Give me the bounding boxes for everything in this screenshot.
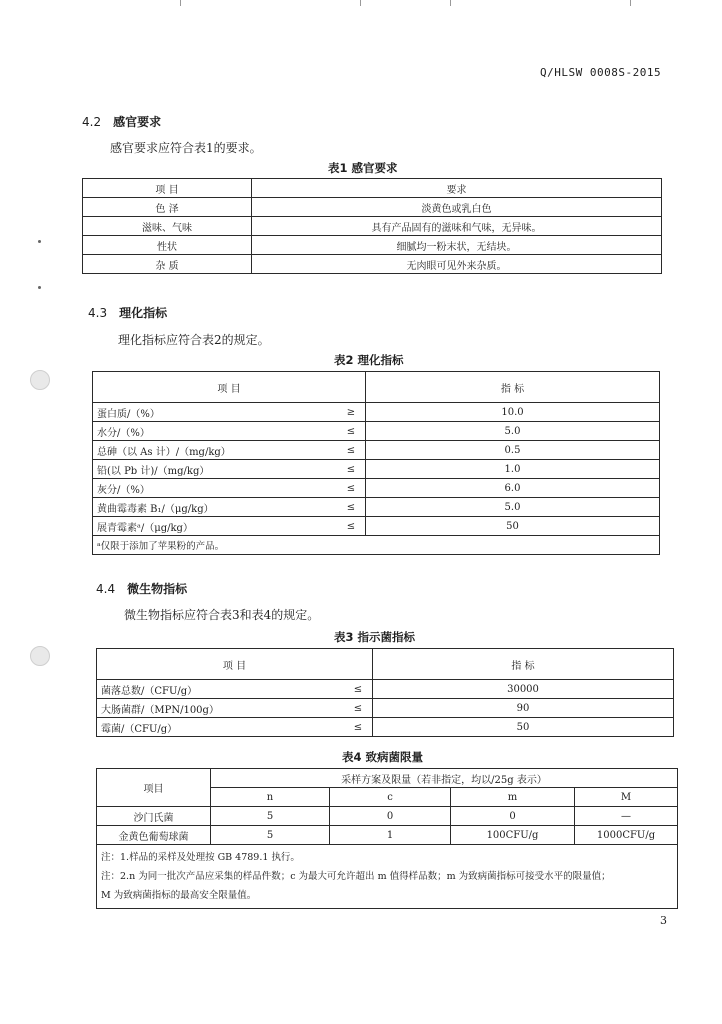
cell-n: 5 (211, 826, 330, 845)
cell-M: 1000CFU/g (575, 826, 678, 845)
table-row (97, 807, 678, 826)
section-title: 理化指标 (119, 306, 168, 320)
section-title: 微生物指标 (127, 582, 188, 596)
scan-dot (38, 240, 41, 243)
cell-value: 50 (373, 718, 674, 737)
cell-symbol: ≤ (344, 718, 373, 737)
table-row (83, 255, 662, 274)
punch-hole-bottom (30, 646, 50, 666)
cell-symbol: ≤ (337, 498, 366, 517)
table-row (83, 217, 662, 236)
table-header-row (93, 372, 660, 403)
header-sampling-plan: 采样方案及限量（若非指定，均以/25g 表示） (211, 769, 678, 788)
cell-symbol: ≤ (337, 517, 366, 536)
cell-item: 大肠菌群/（MPN/100g） (97, 699, 345, 718)
table-row (93, 460, 660, 479)
cell-item: 总砷（以 As 计）/（mg/kg） (93, 441, 338, 460)
cell-item: 性状 (83, 236, 252, 255)
cell-symbol: ≤ (337, 479, 366, 498)
table-row (83, 198, 662, 217)
cell-item: 灰分/（%） (93, 479, 338, 498)
cell-item: 色 泽 (83, 198, 252, 217)
cell-n: 5 (211, 807, 330, 826)
header-item: 项 目 (97, 649, 373, 680)
cell-requirement: 淡黄色或乳白色 (252, 198, 662, 217)
section-title: 感官要求 (113, 115, 162, 129)
scan-dot (38, 286, 41, 289)
section-4-3-heading (88, 304, 167, 321)
table-row (83, 236, 662, 255)
table-row (93, 422, 660, 441)
table-header-row (83, 179, 662, 198)
table-row (93, 517, 660, 536)
table-4-caption: 表4 致病菌限量 (342, 750, 424, 764)
cell-item: 蛋白质/（%） (93, 403, 338, 422)
table-1-caption: 表1 感官要求 (328, 161, 398, 175)
header-index: 指 标 (373, 649, 674, 680)
table-footnote: ᵃ仅限于添加了苹果粉的产品。 (93, 536, 660, 555)
header-item: 项 目 (83, 179, 252, 198)
cell-item: 菌落总数/（CFU/g） (97, 680, 345, 699)
cell-item: 展青霉素ᵃ/（μg/kg） (93, 517, 338, 536)
cell-requirement: 无肉眼可见外来杂质。 (252, 255, 662, 274)
cell-value: 6.0 (366, 479, 660, 498)
note-line-2: 注：2.n 为同一批次产品应采集的样品件数；c 为最大可允许超出 m 值得样品数；m 为致病菌指标可接受水平的限量值； (101, 871, 611, 882)
note-line-3: M 为致病菌指标的最高安全限量值。 (101, 890, 257, 901)
table-2-caption: 表2 理化指标 (334, 353, 404, 367)
cell-value: 0.5 (366, 441, 660, 460)
cell-m: 100CFU/g (451, 826, 575, 845)
cell-value: 1.0 (366, 460, 660, 479)
cell-c: 0 (330, 807, 451, 826)
page-number: 3 (660, 914, 667, 927)
table-row (97, 699, 674, 718)
table-row (93, 441, 660, 460)
table-row (97, 680, 674, 699)
cell-requirement: 细腻均一粉末状，无结块。 (252, 236, 662, 255)
cell-item: 滋味、气味 (83, 217, 252, 236)
table-row (93, 403, 660, 422)
cell-symbol: ≤ (344, 680, 373, 699)
table-row (97, 826, 678, 845)
cell-item: 黄曲霉毒素 B₁/（μg/kg） (93, 498, 338, 517)
section-4-3-intro: 理化指标应符合表2的规定。 (118, 333, 270, 347)
table-4-pathogen-limits (96, 768, 678, 909)
cell-m: 0 (451, 807, 575, 826)
cell-item: 金黄色葡萄球菌 (97, 826, 211, 845)
cell-symbol: ≥ (337, 403, 366, 422)
note-line-1: 注：1.样品的采样及处理按 GB 4789.1 执行。 (101, 852, 300, 863)
table-note-row (93, 536, 660, 555)
cell-value: 5.0 (366, 498, 660, 517)
section-4-2-intro: 感官要求应符合表1的要求。 (110, 141, 262, 155)
header-item: 项 目 (93, 372, 366, 403)
table-row (93, 498, 660, 517)
header-item: 项目 (97, 769, 211, 807)
header-M: M (575, 788, 678, 807)
section-number: 4.3 (88, 306, 108, 320)
cell-symbol: ≤ (337, 460, 366, 479)
cell-value: 10.0 (366, 403, 660, 422)
punch-hole-top (30, 370, 50, 390)
table-2-physicochemical (92, 371, 660, 555)
header-m: m (451, 788, 575, 807)
cell-item: 铅(以 Pb 计)/（mg/kg） (93, 460, 338, 479)
table-row (97, 718, 674, 737)
table-3-caption: 表3 指示菌指标 (334, 630, 416, 644)
document-code: Q/HLSW 0008S-2015 (540, 66, 662, 79)
cell-M: — (575, 807, 678, 826)
section-4-2-heading (82, 113, 161, 130)
header-c: c (330, 788, 451, 807)
table-1-sensory (82, 178, 662, 274)
cell-value: 50 (366, 517, 660, 536)
cell-value: 5.0 (366, 422, 660, 441)
cell-item: 霉菌/（CFU/g） (97, 718, 345, 737)
cell-symbol: ≤ (337, 441, 366, 460)
table-row (93, 479, 660, 498)
header-index: 指 标 (366, 372, 660, 403)
cell-symbol: ≤ (337, 422, 366, 441)
cell-item: 水分/（%） (93, 422, 338, 441)
cell-c: 1 (330, 826, 451, 845)
header-requirement: 要求 (252, 179, 662, 198)
section-4-4-intro: 微生物指标应符合表3和表4的规定。 (124, 608, 320, 622)
table-header-row (97, 769, 678, 788)
cell-item: 沙门氏菌 (97, 807, 211, 826)
cell-requirement: 具有产品固有的滋味和气味，无异味。 (252, 217, 662, 236)
cell-item: 杂 质 (83, 255, 252, 274)
table-notes (97, 845, 678, 909)
section-4-4-heading (96, 580, 187, 597)
section-number: 4.4 (96, 582, 116, 596)
cell-symbol: ≤ (344, 699, 373, 718)
table-note-row (97, 845, 678, 909)
table-3-indicator-bacteria (96, 648, 674, 737)
cell-value: 90 (373, 699, 674, 718)
header-n: n (211, 788, 330, 807)
table-header-row (97, 649, 674, 680)
section-number: 4.2 (82, 115, 102, 129)
cell-value: 30000 (373, 680, 674, 699)
